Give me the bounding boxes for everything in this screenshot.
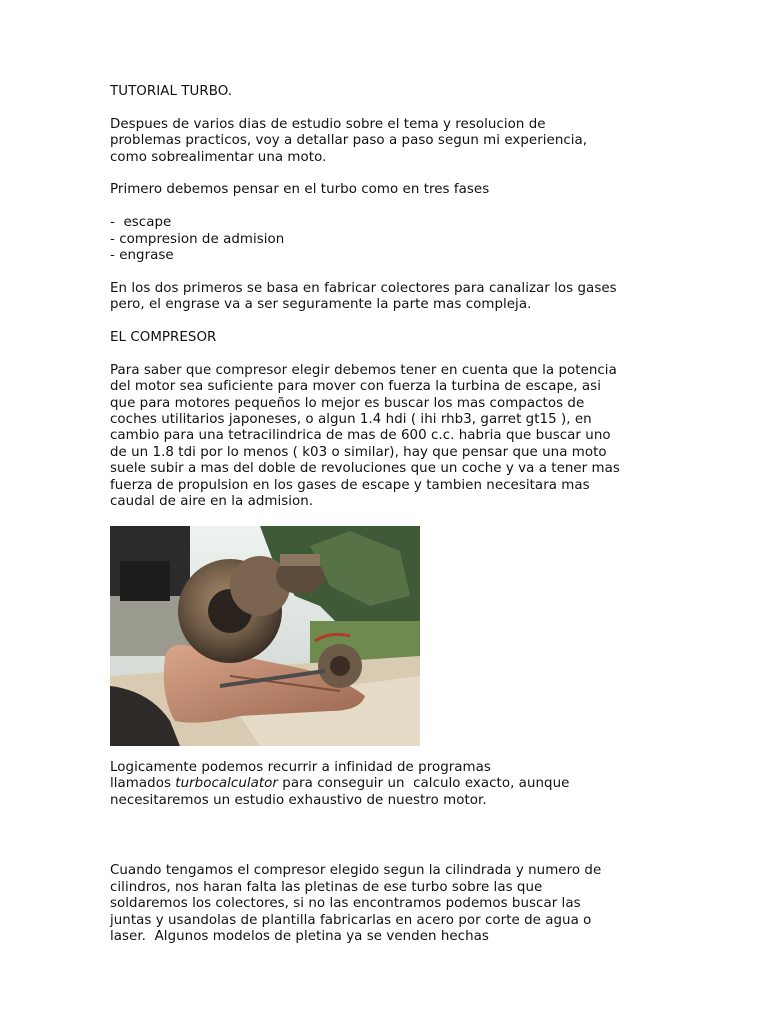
spacer (110, 825, 670, 863)
turbo-photo-image (110, 526, 420, 746)
compressor-line: del motor sea suficiente para mover con fuerza la turbina de escape, asi (110, 379, 601, 395)
compressor-line: suele subir a mas del doble de revoluciones que un coche y va a tener mas (110, 461, 620, 477)
flanges-line: laser. Algunos modelos de pletina ya se venden hechas (110, 929, 489, 945)
section-title: EL COMPRESOR (110, 330, 217, 346)
compressor-line: fuerza de propulsion en los gases de escape y tambien necesitara mas (110, 477, 590, 493)
compressor-line: caudal de aire en la admision. (110, 494, 314, 510)
phase-item: - compresion de admision (110, 231, 285, 247)
summary-line: pero, el engrase va a ser seguramente la parte mas compleja. (110, 297, 532, 313)
intro-line: problemas practicos, voy a detallar paso a paso segun mi experiencia, (110, 133, 588, 149)
phase-item: - engrase (110, 248, 174, 264)
phases-summary (110, 281, 670, 314)
programs-line: Logicamente podemos recurrir a infinidad de programas (110, 759, 491, 775)
programs-paragraph (110, 760, 670, 809)
turbo-photo (110, 526, 420, 746)
flanges-line: Cuando tengamos el compresor elegido segun la cilindrada y numero de (110, 863, 602, 879)
programs-line (110, 776, 569, 791)
intro-line: Despues de varios dias de estudio sobre el tema y resolucion de (110, 116, 546, 132)
flanges-line: cilindros, nos haran falta las pletinas de ese turbo sobre las que (110, 879, 543, 895)
programs-suffix: para conseguir un calculo exacto, aunque (277, 776, 570, 792)
intro-line: como sobrealimentar una moto. (110, 149, 327, 165)
summary-line: En los dos primeros se basa en fabricar colectores para canalizar los gases (110, 280, 617, 296)
compressor-line: Para saber que compresor elegir debemos tener en cuenta que la potencia (110, 362, 617, 378)
compressor-line: coches utilitarios japoneses, o algun 1.4 hdi ( ihi rhb3, garret gt15 ), en (110, 412, 592, 428)
flanges-line: soldaremos los colectores, si no las encontramos podemos buscar las (110, 896, 581, 912)
programs-line: necesitaremos un estudio exhaustivo de nuestro motor. (110, 792, 487, 808)
phases-list (110, 215, 670, 264)
phases-intro: Primero debemos pensar en el turbo como en tres fases (110, 182, 490, 198)
document-title: TUTORIAL TURBO. (110, 84, 233, 99)
programs-prefix: llamados (110, 776, 176, 792)
compressor-paragraph (110, 363, 670, 511)
intro-paragraph (110, 117, 670, 166)
programs-emphasis: turbocalculator (175, 776, 278, 792)
compressor-line: que para motores pequeños lo mejor es buscar los mas compactos de (110, 395, 585, 411)
flanges-line: juntas y usandolas de plantilla fabricarlas en acero por corte de agua o (110, 912, 592, 928)
flanges-paragraph (110, 863, 670, 945)
document-body (110, 84, 670, 962)
compressor-line: cambio para una tetracilindrica de mas de 600 c.c. habria que buscar uno (110, 428, 611, 444)
compressor-line: de un 1.8 tdi por lo menos ( k03 o similar), hay que pensar que una moto (110, 444, 607, 460)
phase-item: - escape (110, 215, 172, 231)
